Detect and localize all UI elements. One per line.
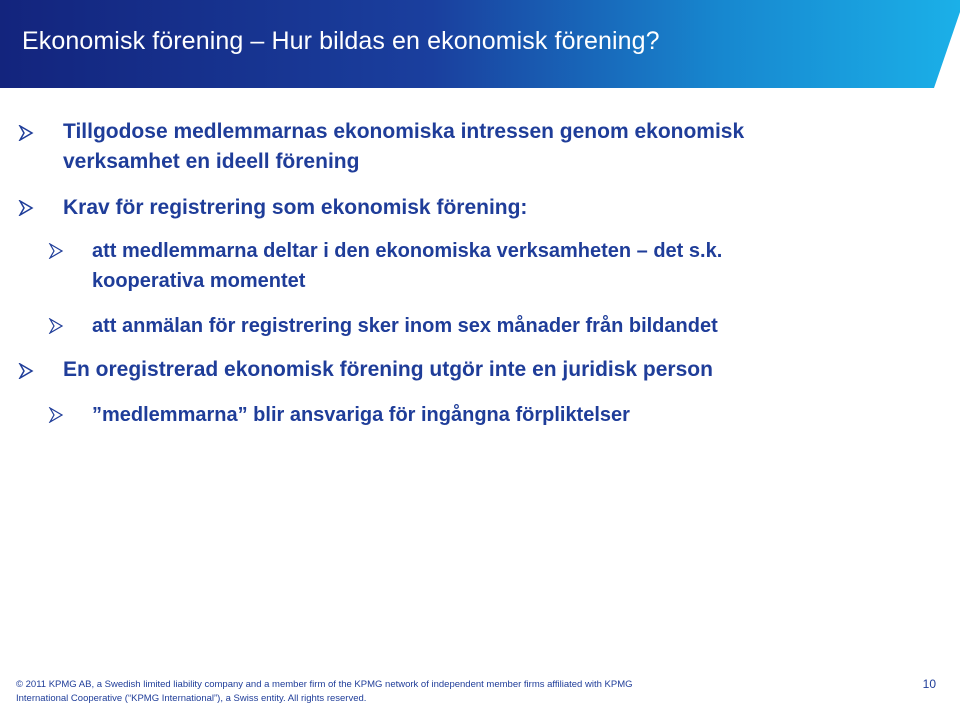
bullet-2 (63, 193, 527, 223)
arrowhead-bullet-icon (48, 318, 64, 334)
bullet-2-line-1: Krav för registrering som ekonomisk förening: (63, 196, 528, 219)
sub-bullet-1 (92, 236, 722, 296)
copyright-line-2: International Cooperative (“KPMG International”), a Swiss entity. All rights reserved. (16, 693, 367, 704)
header-banner (0, 0, 960, 88)
page-title: Ekonomisk förening – Hur bildas en ekonomisk förening? (22, 27, 660, 55)
arrowhead-bullet-icon (18, 200, 34, 216)
bullet-1-line-1: Tillgodose medlemmarnas ekonomiska intressen genom ekonomisk (63, 120, 745, 143)
bullet-1 (63, 117, 744, 177)
arrowhead-bullet-icon (48, 407, 64, 423)
sub-bullet-1-line-1: att medlemmarna deltar i den ekonomiska verksamheten – det s.k. (92, 240, 723, 262)
copyright-line-1: © 2011 KPMG AB, a Swedish limited liability company and a member firm of the KPMG network of independent member firms affiliated with KPMG (16, 679, 633, 690)
sub-bullet-3 (92, 400, 630, 430)
sub-bullet-1-line-2: kooperativa momentet (92, 270, 306, 292)
sub-bullet-2-line-1: att anmälan för registrering sker inom sex månader från bildandet (92, 315, 718, 337)
page-number: 10 (922, 677, 936, 691)
arrowhead-bullet-icon (18, 363, 34, 379)
bullet-3 (63, 355, 713, 385)
sub-bullet-2 (92, 311, 718, 341)
bullet-3-line-1: En oregistrerad ekonomisk förening utgör inte en juridisk person (63, 358, 713, 381)
sub-bullet-3-line-1: ”medlemmarna” blir ansvariga för ingångna förpliktelser (92, 404, 630, 426)
arrowhead-bullet-icon (18, 125, 34, 141)
bullet-1-line-2: verksamhet en ideell förening (63, 150, 360, 173)
arrowhead-bullet-icon (48, 243, 64, 259)
